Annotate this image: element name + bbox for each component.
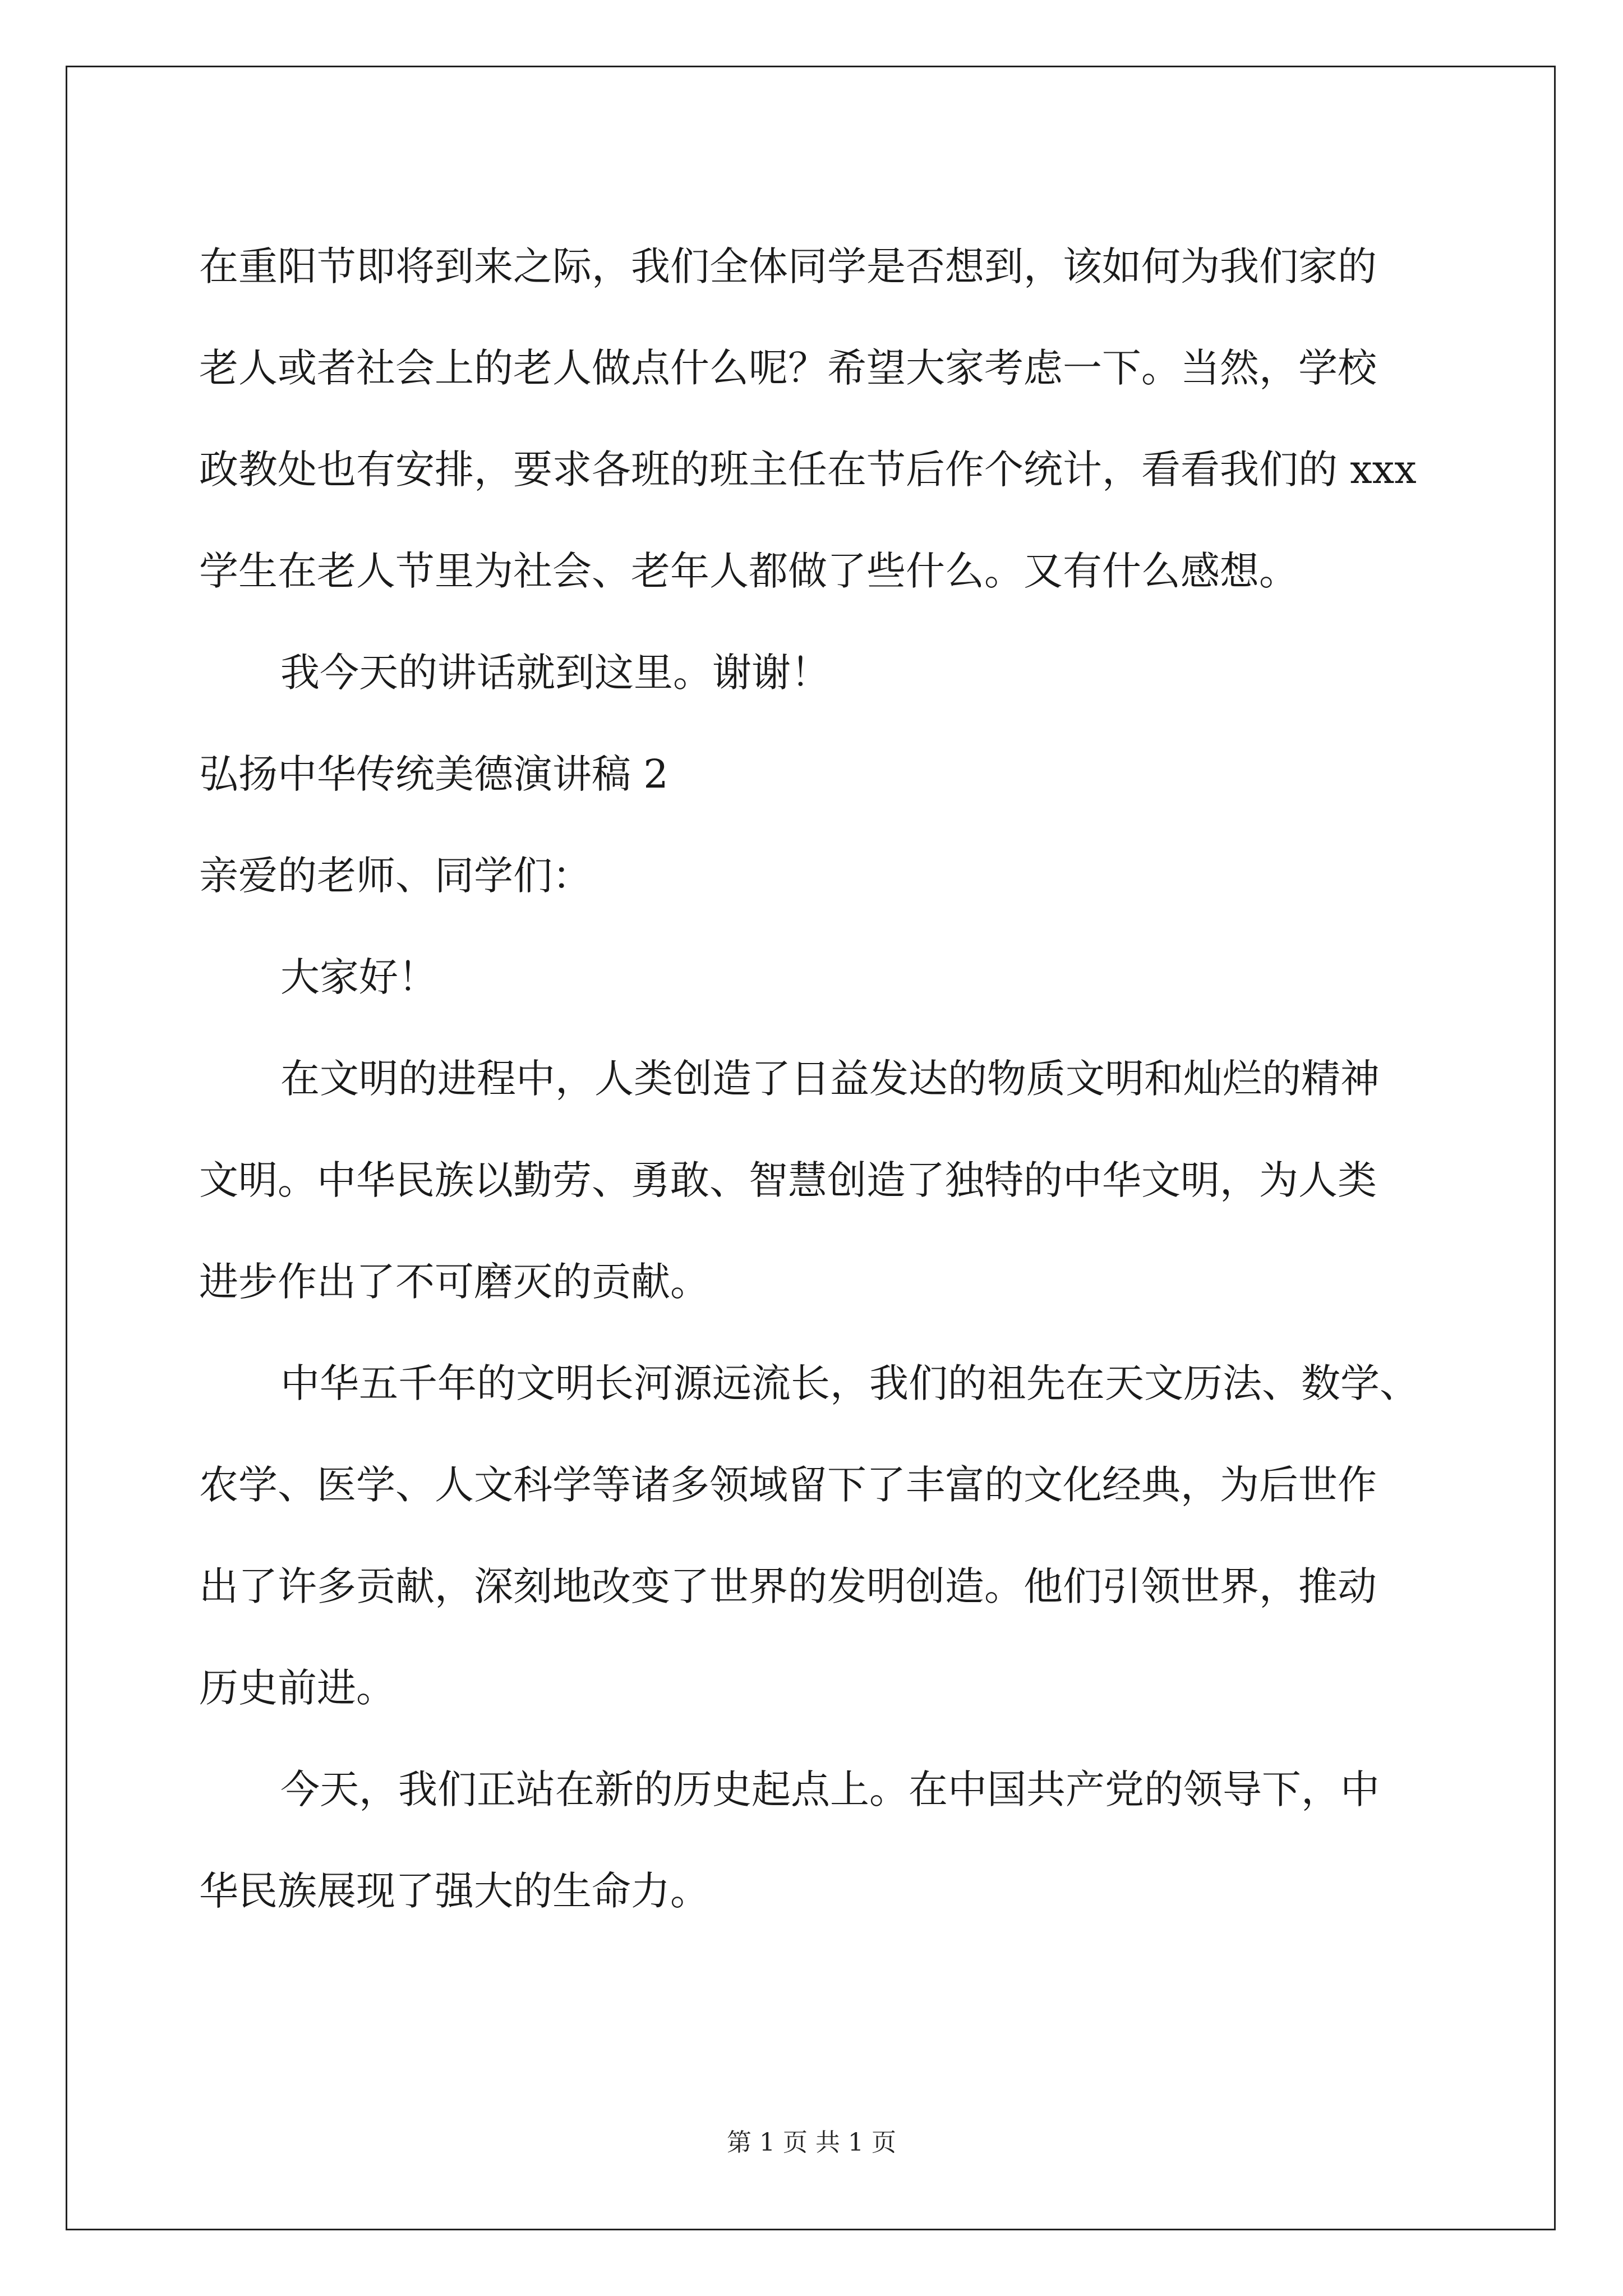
- text-line: 学生在老人节里为社会、老年人都做了些什么。又有什么感想。: [199, 548, 1298, 594]
- text-line: 老人或者社会上的老人做点什么呢？希望大家考虑一下。当然，学校: [199, 345, 1377, 391]
- page-footer: 第 1 页 共 1 页: [727, 2128, 896, 2157]
- text-line: 文明。中华民族以勤劳、勇敢、智慧创造了独特的中华文明，为人类: [199, 1157, 1377, 1203]
- document-body: [199, 216, 1422, 1942]
- text-line: 华民族展现了强大的生命力。: [199, 1868, 709, 1914]
- text-line: 农学、医学、人文科学等诸多领域留下了丰富的文化经典，为后世作: [199, 1462, 1377, 1508]
- greeting: 大家好！: [280, 954, 437, 1000]
- section-title: 弘扬中华传统美德演讲稿 2: [199, 751, 668, 797]
- text-line: 在重阳节即将到来之际，我们全体同学是否想到，该如何为我们家的: [199, 243, 1377, 289]
- text-line: 出了许多贡献，深刻地改变了世界的发明创造。他们引领世界，推动: [199, 1563, 1377, 1609]
- text-line: 今天，我们正站在新的历史起点上。在中国共产党的领导下，中: [280, 1766, 1380, 1812]
- text-line: 我今天的讲话就到这里。谢谢！: [280, 650, 830, 696]
- text-line: 中华五千年的文明长河源远流长，我们的祖先在天文历法、数学、: [280, 1360, 1419, 1406]
- text-line: 进步作出了不可磨灭的贡献。: [199, 1259, 709, 1305]
- text-line: 在文明的进程中，人类创造了日益发达的物质文明和灿烂的精神: [280, 1056, 1380, 1102]
- salutation: 亲爱的老师、同学们：: [199, 853, 592, 899]
- text-line: 政教处也有安排，要求各班的班主任在节后作个统计，看看我们的 xxx: [199, 447, 1417, 493]
- text-line: 历史前进。: [199, 1665, 395, 1711]
